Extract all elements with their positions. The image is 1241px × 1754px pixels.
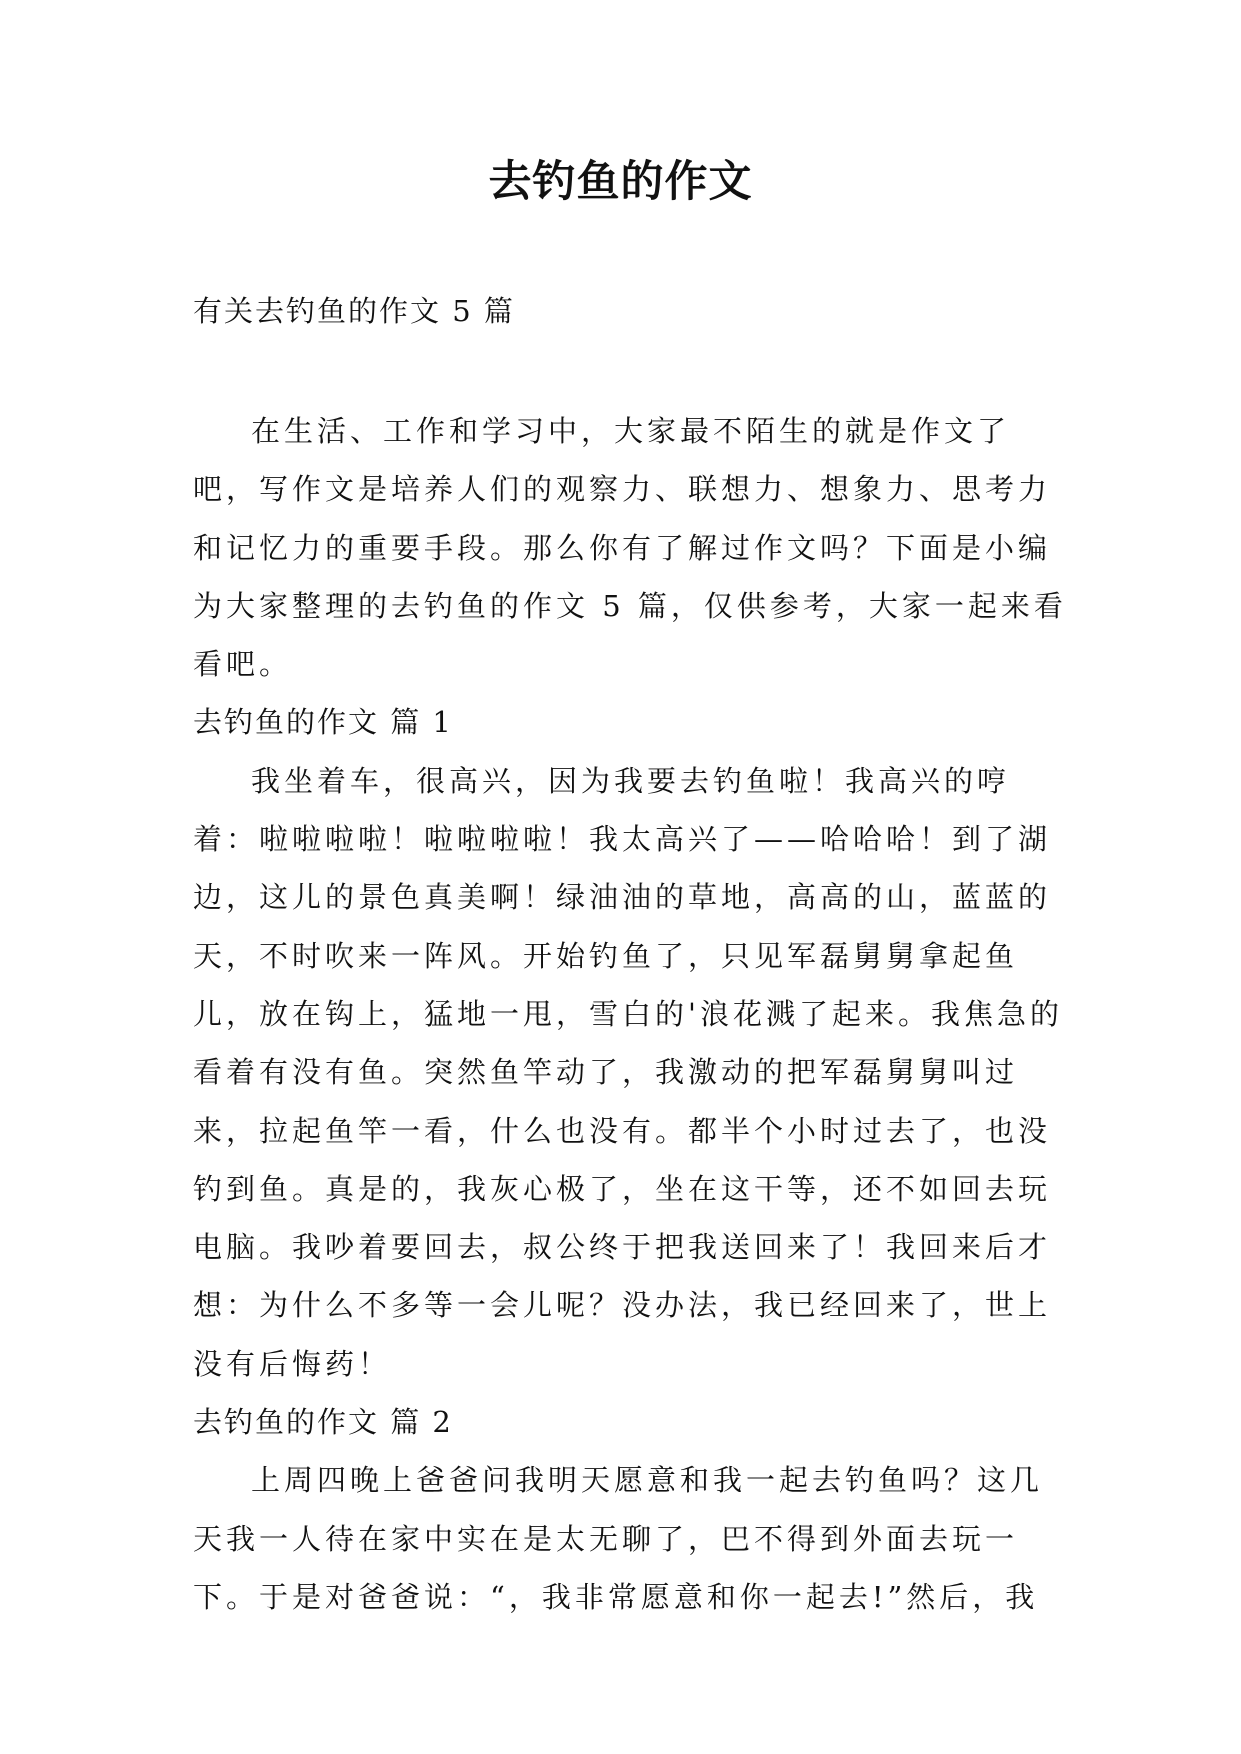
section-heading: 去钓鱼的作文 篇 1 xyxy=(193,705,453,740)
document-subtitle: 有关去钓鱼的作文 5 篇 xyxy=(193,294,515,328)
section-paragraph: 上周四晚上爸爸问我明天愿意和我一起去钓鱼吗？这几天我一人待在家中实在是太无聊了，巴不得到外面去玩一下。于是对爸爸说：“，我非常愿意和你一起去!”然后，我 xyxy=(193,1463,1044,1614)
intro-paragraph: 在生活、工作和学习中，大家最不陌生的就是作文了吧，写作文是培养人们的观察力、联想力、想象力、思考力和记忆力的重要手段。那么你有了解过作文吗？下面是小编为大家整理的去钓鱼的作文 5 篇，仅供参考，大家一起来看看吧。 xyxy=(193,414,1067,682)
section-heading: 去钓鱼的作文 篇 2 xyxy=(193,1405,453,1440)
document-body xyxy=(193,402,1073,1626)
document-title: 去钓鱼的作文 xyxy=(488,157,753,207)
section-paragraph: 我坐着车，很高兴，因为我要去钓鱼啦！我高兴的哼着：啦啦啦啦！啦啦啦啦！我太高兴了——哈哈哈！到了湖边，这儿的景色真美啊！绿油油的草地，高高的山，蓝蓝的天，不时吹来一阵风。开始钓鱼了，只见军磊舅舅拿起鱼儿，放在钩上，猛地一甩，雪白的'浪花溅了起来。我焦急的看着有没有鱼。突然鱼竿动了，我激动的把军磊舅舅叫过来，拉起鱼竿一看，什么也没有。都半个小时过去了，也没钓到鱼。真是的，我灰心极了，坐在这干等，还不如回去玩电脑。我吵着要回去，叔公终于把我送回来了！我回来后才想：为什么不多等一会儿呢？没办法，我已经回来了，世上没有后悔药！ xyxy=(193,763,1063,1381)
